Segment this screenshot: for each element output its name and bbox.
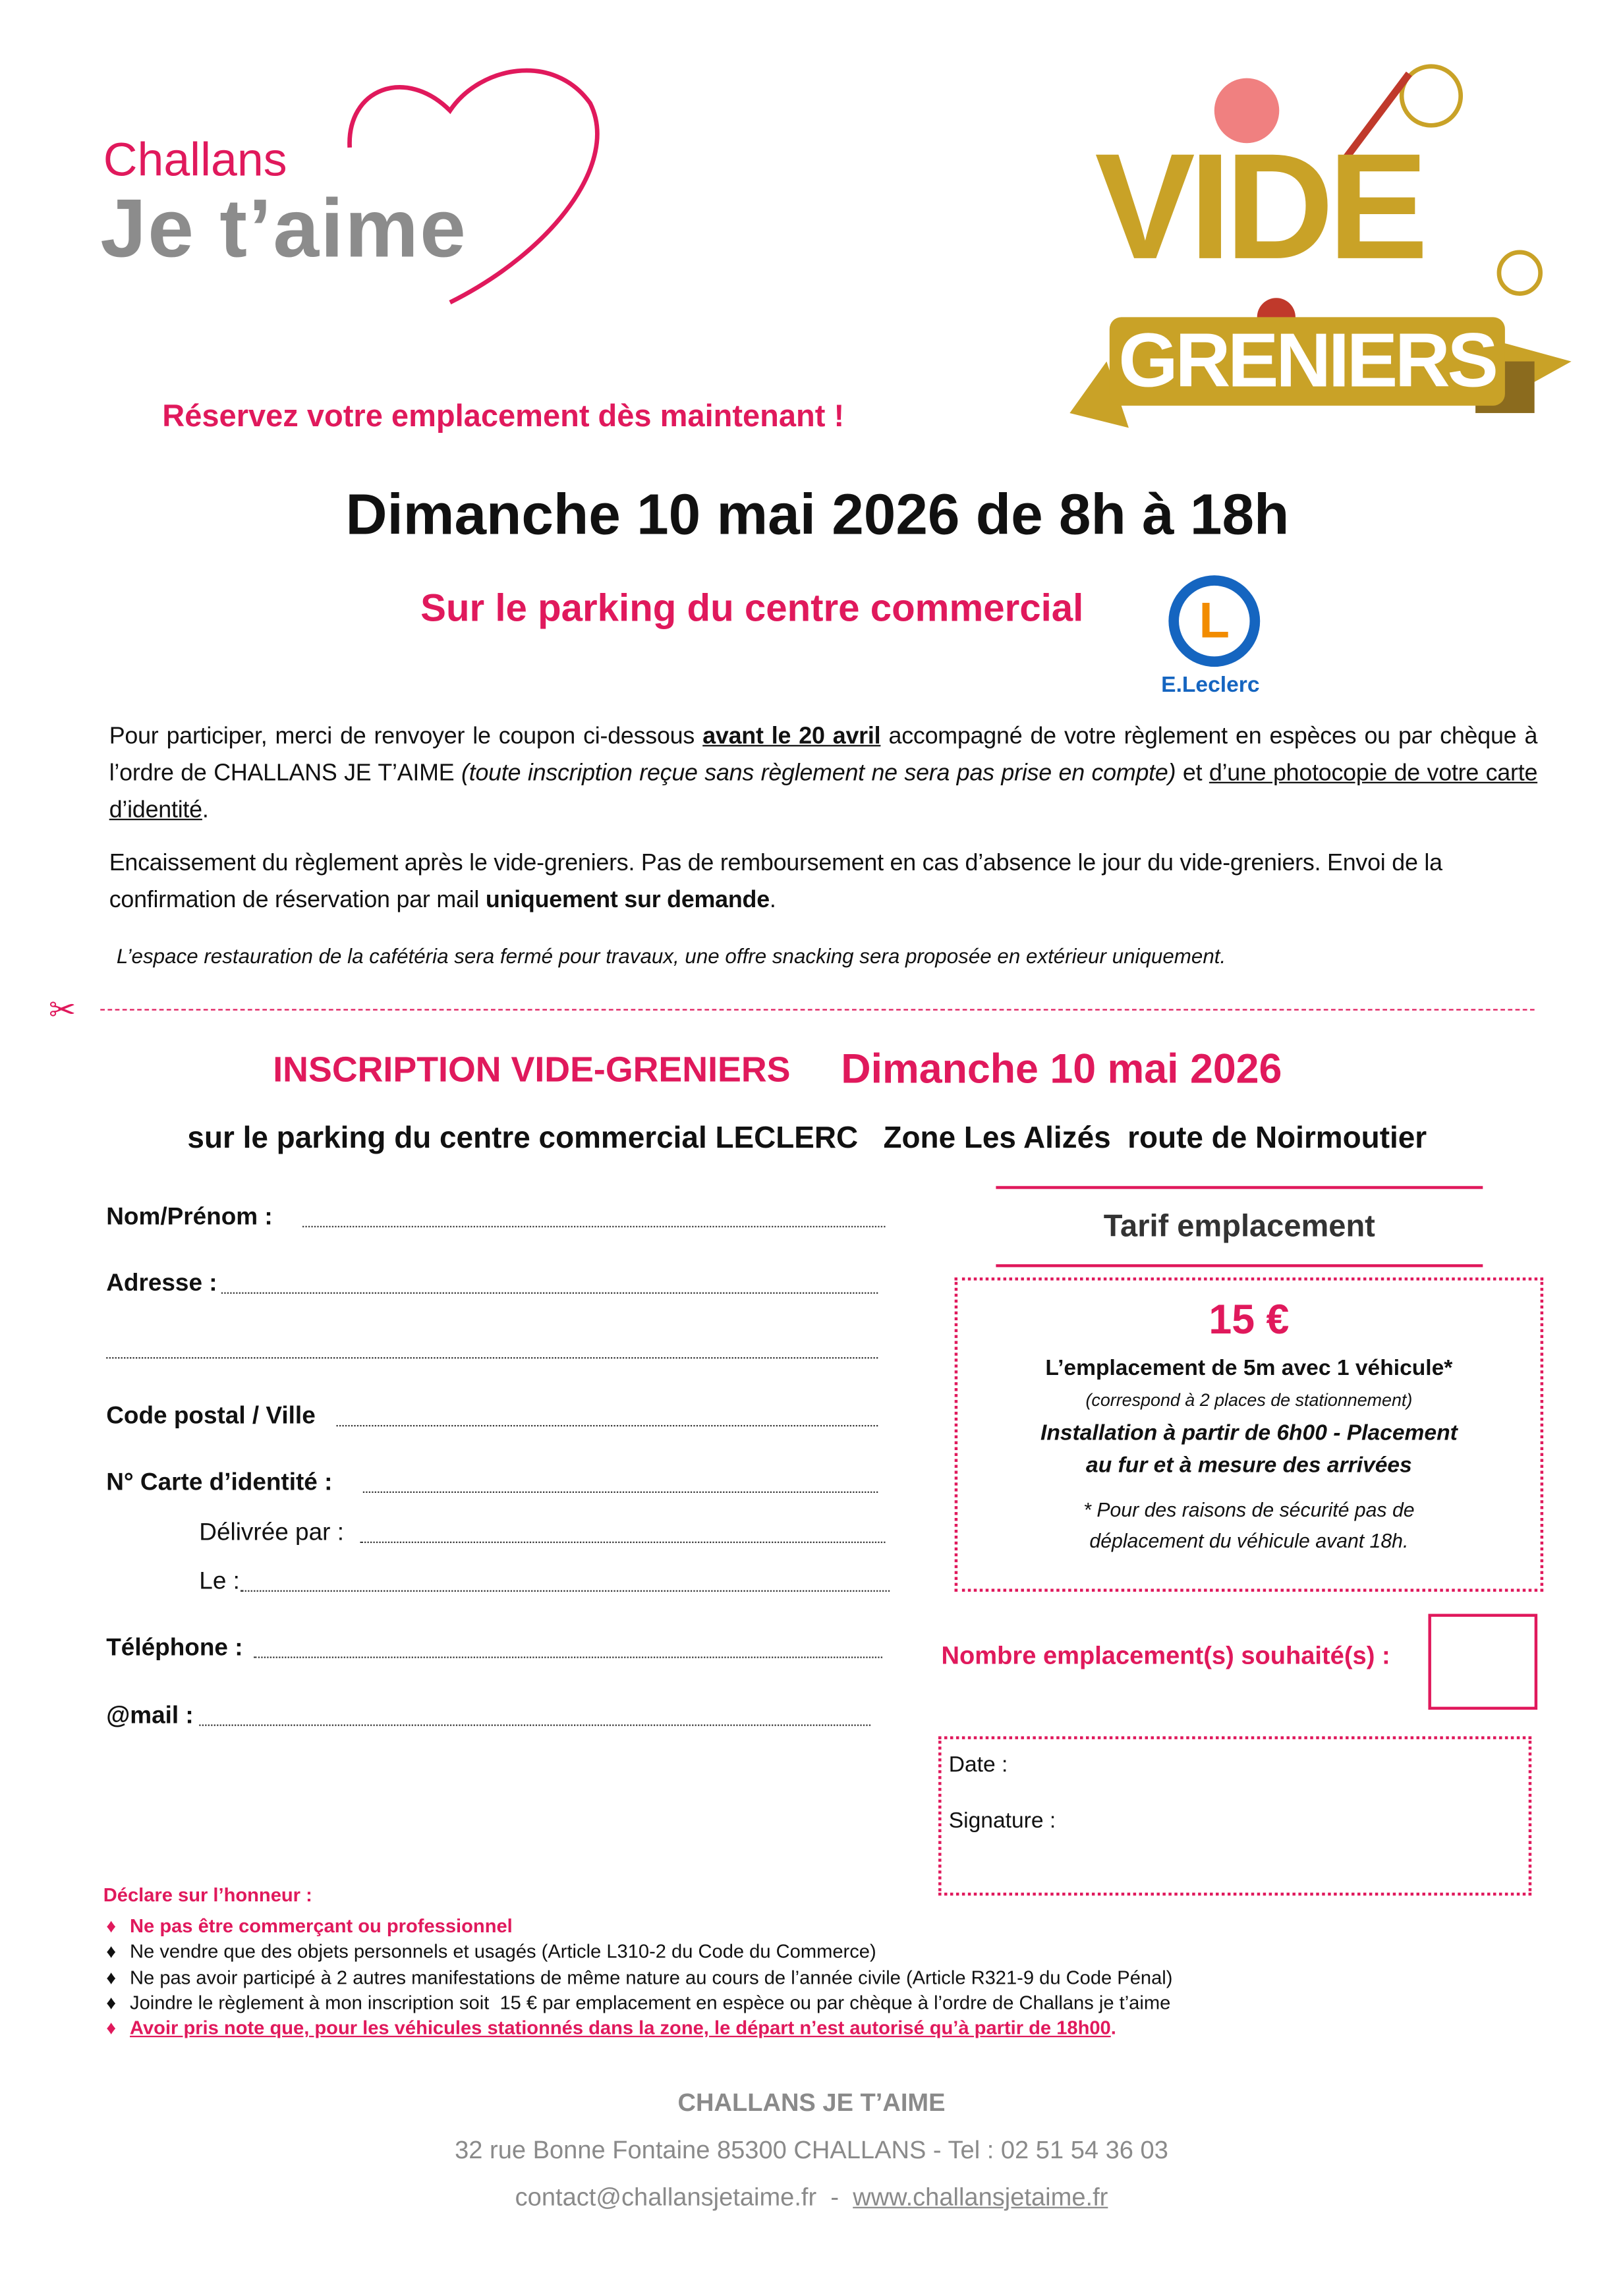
deadline-text: avant le 20 avril bbox=[702, 724, 881, 750]
date-signature-box[interactable] bbox=[938, 1736, 1531, 1895]
tarif-install-line1: Installation à partir de 6h00 - Placement bbox=[1040, 1420, 1458, 1446]
spots-count-input[interactable] bbox=[1428, 1614, 1537, 1710]
vide-greniers-logo bbox=[1062, 44, 1579, 450]
location-heading: Sur le parking du centre commercial bbox=[420, 585, 1084, 630]
cafeteria-note: L’espace restauration de la cafétéria sera fermé pour travaux, une offre snacking sera proposée en extérieur uniquement. bbox=[116, 944, 1226, 968]
diamond-bullet-icon: ♦ bbox=[106, 1965, 117, 1988]
issued-on-label: Le : bbox=[199, 1568, 240, 1595]
address-field[interactable] bbox=[221, 1292, 878, 1293]
phone-field[interactable] bbox=[254, 1657, 882, 1658]
tarif-price: 15 € bbox=[1209, 1297, 1290, 1343]
issued-by-field[interactable] bbox=[360, 1542, 885, 1543]
tarif-parking-note: (correspond à 2 places de stationnement) bbox=[1085, 1389, 1413, 1411]
email-field[interactable] bbox=[199, 1725, 870, 1726]
email-label: @mail : bbox=[106, 1702, 194, 1729]
declaration-item: ♦ Avoir pris note que, pour les véhicules stationnés dans la zone, le départ n’est autorisé qu’à partir de 18h00. bbox=[106, 2015, 1172, 2041]
address-label: Adresse : bbox=[106, 1270, 217, 1297]
intro-paragraph: Pour participer, merci de renvoyer le coupon ci-dessous avant le 20 avril accompagné de votre règlement en espèces ou par chèque à l’ordre de CHALLANS JE T’AIME (toute inscription reçue sans règlement ne sera pas prise en compte) et d’une photocopie de votre carte d’identité. bbox=[109, 724, 1538, 824]
footer-address: 32 rue Bonne Fontaine 85300 CHALLANS - Tel : 02 51 54 36 03 bbox=[455, 2136, 1168, 2164]
date-label: Date : bbox=[948, 1752, 1008, 1778]
signature-label: Signature : bbox=[948, 1808, 1056, 1834]
issued-on-field[interactable] bbox=[241, 1590, 890, 1592]
postal-city-field[interactable] bbox=[337, 1425, 878, 1426]
leclerc-letter: L bbox=[1179, 586, 1249, 656]
coupon-title: INSCRIPTION VIDE-GRENIERS bbox=[273, 1050, 791, 1090]
tarif-divider-bottom bbox=[996, 1264, 1483, 1267]
cut-line bbox=[100, 1009, 1534, 1011]
spots-count-label: Nombre emplacement(s) souhaité(s) : bbox=[941, 1642, 1390, 1670]
id-card-label: N° Carte d’identité : bbox=[106, 1469, 333, 1496]
diamond-bullet-icon: ♦ bbox=[106, 1991, 117, 2014]
name-field[interactable] bbox=[302, 1226, 885, 1227]
logo-vide-text: VIDE bbox=[1095, 122, 1423, 291]
diamond-bullet-icon: ♦ bbox=[106, 1940, 117, 1963]
tarif-install-line2: au fur et à mesure des arrivées bbox=[1086, 1453, 1412, 1478]
declaration-title: Déclare sur l’honneur : bbox=[103, 1884, 312, 1906]
event-date-heading: Dimanche 10 mai 2026 de 8h à 18h bbox=[345, 484, 1290, 547]
logo-jetaime-text: Je t’aime bbox=[100, 181, 468, 275]
name-label: Nom/Prénom : bbox=[106, 1204, 273, 1231]
footer-contact: contact@challansjetaime.fr - www.challansjetaime.fr bbox=[515, 2183, 1108, 2212]
id-card-field[interactable] bbox=[363, 1492, 878, 1493]
tarif-description: L’emplacement de 5m avec 1 véhicule* bbox=[1045, 1355, 1453, 1381]
leclerc-name: E.Leclerc bbox=[1161, 673, 1260, 698]
footer-org: CHALLANS JE T’AIME bbox=[677, 2088, 946, 2117]
logo-challans-text: Challans bbox=[103, 132, 287, 186]
coupon-date: Dimanche 10 mai 2026 bbox=[841, 1046, 1282, 1092]
diamond-bullet-icon: ♦ bbox=[106, 2017, 117, 2039]
postal-city-label: Code postal / Ville bbox=[106, 1403, 316, 1430]
footer-website-link[interactable]: www.challansjetaime.fr bbox=[853, 2183, 1108, 2212]
declaration-list bbox=[106, 1913, 1172, 2041]
tarif-divider-top bbox=[996, 1186, 1483, 1189]
logo-greniers-text: GRENIERS bbox=[1110, 317, 1504, 405]
phone-label: Téléphone : bbox=[106, 1634, 243, 1662]
scissors-icon: ✂ bbox=[48, 991, 76, 1028]
issued-by-label: Délivrée par : bbox=[199, 1519, 344, 1546]
diamond-bullet-icon: ♦ bbox=[106, 1915, 117, 1937]
tarif-safety-line2: déplacement du véhicule avant 18h. bbox=[1089, 1529, 1409, 1552]
payment-paragraph: Encaissement du règlement après le vide-greniers. Pas de remboursement en cas d’absence le jour du vide-greniers. Envoi de la confirmation de réservation par mail uniquement sur demande. bbox=[109, 851, 1442, 914]
tarif-safety-line1: * Pour des raisons de sécurité pas de bbox=[1083, 1498, 1415, 1521]
tarif-box bbox=[955, 1277, 1543, 1592]
coupon-subtitle: sur le parking du centre commercial LECLERC Zone Les Alizés route de Noirmoutier bbox=[187, 1121, 1427, 1156]
declaration-item: ♦ Joindre le règlement à mon inscription soit 15 € par emplacement en espèce ou par chèque à l’ordre de Challans je t’aime bbox=[106, 1990, 1172, 2015]
declaration-item: ♦ Ne pas être commerçant ou professionnel bbox=[106, 1913, 1172, 1939]
footer-email-link[interactable]: contact@challansjetaime.fr bbox=[515, 2183, 817, 2212]
tarif-heading: Tarif emplacement bbox=[1103, 1210, 1375, 1244]
declaration-item: ♦ Ne pas avoir participé à 2 autres manifestations de même nature au cours de l’année civile (Article R321-9 du Code Pénal) bbox=[106, 1965, 1172, 1990]
declaration-item: ♦ Ne vendre que des objets personnels et usagés (Article L310-2 du Code du Commerce) bbox=[106, 1939, 1172, 1965]
reserve-tagline: Réservez votre emplacement dès maintenant ! bbox=[162, 399, 845, 434]
address-line2-field[interactable] bbox=[106, 1357, 878, 1358]
